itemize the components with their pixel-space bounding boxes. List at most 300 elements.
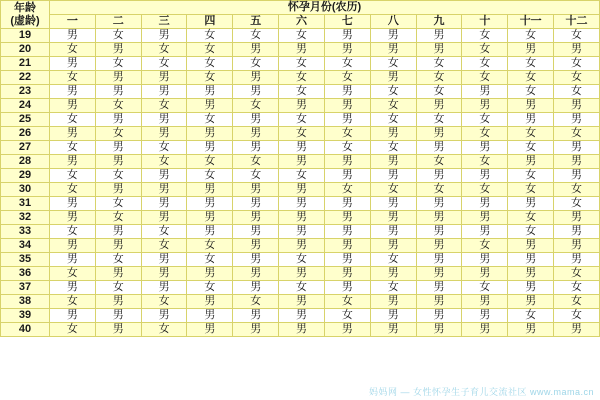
prediction-cell: 男: [233, 323, 279, 337]
prediction-cell: 男: [554, 225, 600, 239]
prediction-cell: 男: [554, 169, 600, 183]
prediction-cell: 女: [416, 155, 462, 169]
age-cell: 27: [1, 141, 50, 155]
prediction-cell: 男: [141, 253, 187, 267]
prediction-cell: 男: [141, 71, 187, 85]
prediction-cell: 男: [508, 323, 554, 337]
prediction-cell: 女: [370, 57, 416, 71]
table-row: [1, 309, 600, 323]
month-header-11: 十一: [508, 15, 554, 29]
prediction-cell: 男: [462, 141, 508, 155]
prediction-cell: 男: [416, 225, 462, 239]
prediction-cell: 男: [279, 323, 325, 337]
prediction-cell: 男: [141, 211, 187, 225]
prediction-cell: 女: [95, 211, 141, 225]
prediction-cell: 女: [141, 57, 187, 71]
prediction-cell: 男: [416, 211, 462, 225]
prediction-cell: 男: [324, 281, 370, 295]
prediction-cell: 男: [416, 239, 462, 253]
prediction-cell: 男: [187, 295, 233, 309]
prediction-cell: 男: [370, 211, 416, 225]
table-row: [1, 225, 600, 239]
month-header-9: 九: [416, 15, 462, 29]
prediction-cell: 男: [95, 141, 141, 155]
prediction-cell: 男: [95, 239, 141, 253]
prediction-cell: 男: [279, 309, 325, 323]
prediction-cell: 男: [279, 141, 325, 155]
prediction-cell: 男: [279, 295, 325, 309]
prediction-cell: 男: [233, 43, 279, 57]
age-cell: 22: [1, 71, 50, 85]
prediction-cell: 女: [416, 71, 462, 85]
prediction-cell: 女: [462, 57, 508, 71]
prediction-cell: 女: [324, 309, 370, 323]
prediction-cell: 男: [233, 309, 279, 323]
prediction-cell: 女: [370, 113, 416, 127]
prediction-cell: 女: [279, 57, 325, 71]
prediction-cell: 女: [279, 71, 325, 85]
prediction-cell: 男: [187, 197, 233, 211]
prediction-cell: 女: [370, 141, 416, 155]
prediction-cell: 男: [50, 211, 96, 225]
prediction-cell: 男: [462, 211, 508, 225]
age-cell: 33: [1, 225, 50, 239]
prediction-cell: 女: [554, 57, 600, 71]
prediction-cell: 男: [187, 267, 233, 281]
prediction-cell: 男: [508, 267, 554, 281]
prediction-cell: 女: [50, 267, 96, 281]
table-row: [1, 85, 600, 99]
prediction-cell: 男: [462, 225, 508, 239]
prediction-cell: 女: [279, 169, 325, 183]
age-cell: 28: [1, 155, 50, 169]
prediction-cell: 女: [508, 169, 554, 183]
page-title: 怀孕月份(农历): [50, 1, 600, 15]
prediction-cell: 男: [279, 155, 325, 169]
prediction-cell: 女: [508, 183, 554, 197]
table-row: [1, 183, 600, 197]
table-row: [1, 211, 600, 225]
prediction-cell: 男: [95, 71, 141, 85]
prediction-cell: 女: [187, 113, 233, 127]
prediction-cell: 男: [50, 155, 96, 169]
prediction-cell: 女: [508, 71, 554, 85]
table-row: [1, 323, 600, 337]
age-cell: 20: [1, 43, 50, 57]
month-header-12: 十二: [554, 15, 600, 29]
month-header-7: 七: [324, 15, 370, 29]
prediction-cell: 男: [462, 85, 508, 99]
prediction-cell: 男: [508, 155, 554, 169]
table-row: [1, 169, 600, 183]
prediction-cell: 女: [50, 141, 96, 155]
table-row: [1, 43, 600, 57]
prediction-cell: 女: [187, 29, 233, 43]
prediction-cell: 男: [187, 127, 233, 141]
prediction-cell: 男: [233, 253, 279, 267]
prediction-cell: 男: [233, 197, 279, 211]
prediction-cell: 男: [95, 309, 141, 323]
age-cell: 23: [1, 85, 50, 99]
prediction-cell: 男: [416, 267, 462, 281]
table-row: [1, 127, 600, 141]
prediction-cell: 女: [50, 225, 96, 239]
prediction-cell: 女: [141, 295, 187, 309]
prediction-cell: 女: [141, 225, 187, 239]
prediction-cell: 女: [324, 57, 370, 71]
prediction-cell: 女: [508, 29, 554, 43]
age-cell: 26: [1, 127, 50, 141]
prediction-cell: 女: [95, 253, 141, 267]
prediction-cell: 男: [324, 239, 370, 253]
prediction-cell: 男: [554, 211, 600, 225]
prediction-cell: 男: [554, 253, 600, 267]
prediction-cell: 男: [141, 85, 187, 99]
prediction-cell: 女: [462, 43, 508, 57]
prediction-cell: 男: [370, 323, 416, 337]
prediction-cell: 女: [141, 155, 187, 169]
prediction-cell: 女: [279, 253, 325, 267]
prediction-cell: 女: [279, 29, 325, 43]
prediction-cell: 男: [233, 141, 279, 155]
prediction-cell: 男: [462, 99, 508, 113]
prediction-cell: 男: [324, 155, 370, 169]
prediction-cell: 男: [416, 295, 462, 309]
month-header-4: 四: [187, 15, 233, 29]
age-cell: 38: [1, 295, 50, 309]
prediction-cell: 男: [508, 99, 554, 113]
prediction-cell: 女: [508, 309, 554, 323]
prediction-cell: 男: [279, 99, 325, 113]
prediction-cell: 女: [462, 127, 508, 141]
prediction-cell: 男: [370, 267, 416, 281]
prediction-cell: 男: [324, 29, 370, 43]
age-cell: 24: [1, 99, 50, 113]
prediction-cell: 男: [50, 239, 96, 253]
age-cell: 19: [1, 29, 50, 43]
prediction-cell: 男: [279, 211, 325, 225]
prediction-cell: 女: [95, 99, 141, 113]
prediction-cell: 男: [462, 323, 508, 337]
prediction-cell: 男: [554, 323, 600, 337]
prediction-cell: 男: [95, 183, 141, 197]
prediction-cell: 女: [187, 57, 233, 71]
prediction-cell: 男: [324, 253, 370, 267]
prediction-cell: 女: [508, 127, 554, 141]
prediction-cell: 女: [187, 43, 233, 57]
prediction-cell: 男: [233, 267, 279, 281]
prediction-cell: 男: [50, 99, 96, 113]
prediction-cell: 男: [279, 225, 325, 239]
table-row: [1, 57, 600, 71]
prediction-cell: 女: [279, 85, 325, 99]
prediction-cell: 男: [462, 267, 508, 281]
age-header-line1: 年龄: [14, 1, 36, 14]
prediction-cell: 男: [233, 211, 279, 225]
prediction-cell: 女: [508, 211, 554, 225]
prediction-cell: 男: [370, 43, 416, 57]
prediction-cell: 女: [279, 113, 325, 127]
age-cell: 37: [1, 281, 50, 295]
prediction-cell: 男: [279, 43, 325, 57]
prediction-cell: 男: [324, 225, 370, 239]
prediction-cell: 男: [187, 225, 233, 239]
prediction-cell: 女: [233, 99, 279, 113]
month-header-10: 十: [462, 15, 508, 29]
prediction-cell: 女: [370, 99, 416, 113]
prediction-cell: 女: [233, 29, 279, 43]
prediction-cell: 男: [233, 71, 279, 85]
prediction-cell: 女: [416, 113, 462, 127]
age-cell: 29: [1, 169, 50, 183]
prediction-cell: 男: [50, 197, 96, 211]
prediction-cell: 女: [554, 309, 600, 323]
prediction-cell: 男: [141, 197, 187, 211]
prediction-cell: 男: [187, 99, 233, 113]
prediction-cell: 男: [187, 323, 233, 337]
prediction-cell: 男: [50, 253, 96, 267]
prediction-cell: 男: [141, 29, 187, 43]
prediction-cell: 女: [141, 323, 187, 337]
prediction-cell: 男: [416, 309, 462, 323]
prediction-cell: 女: [508, 85, 554, 99]
prediction-cell: 男: [95, 113, 141, 127]
prediction-cell: 男: [508, 197, 554, 211]
prediction-cell: 男: [416, 43, 462, 57]
table-row: [1, 113, 600, 127]
prediction-cell: 男: [462, 309, 508, 323]
month-header-6: 六: [279, 15, 325, 29]
prediction-cell: 女: [187, 281, 233, 295]
prediction-cell: 女: [462, 183, 508, 197]
prediction-cell: 男: [95, 267, 141, 281]
prediction-cell: 女: [508, 225, 554, 239]
prediction-cell: 女: [324, 141, 370, 155]
table-row: [1, 295, 600, 309]
prediction-cell: 男: [462, 169, 508, 183]
prediction-cell: 男: [141, 127, 187, 141]
prediction-cell: 女: [462, 29, 508, 43]
prediction-cell: 女: [370, 281, 416, 295]
prediction-cell: 男: [416, 127, 462, 141]
prediction-cell: 女: [50, 169, 96, 183]
prediction-cell: 男: [95, 323, 141, 337]
age-cell: 32: [1, 211, 50, 225]
prediction-cell: 男: [370, 71, 416, 85]
prediction-cell: 男: [370, 225, 416, 239]
prediction-cell: 男: [462, 197, 508, 211]
prediction-cell: 男: [508, 239, 554, 253]
prediction-cell: 女: [279, 127, 325, 141]
prediction-cell: 女: [50, 323, 96, 337]
prediction-cell: 女: [95, 57, 141, 71]
prediction-cell: 女: [324, 183, 370, 197]
table-row: [1, 141, 600, 155]
prediction-cell: 男: [324, 169, 370, 183]
prediction-cell: 女: [554, 85, 600, 99]
age-cell: 34: [1, 239, 50, 253]
prediction-cell: 男: [554, 43, 600, 57]
prediction-cell: 女: [554, 281, 600, 295]
prediction-cell: 女: [370, 85, 416, 99]
prediction-cell: 男: [324, 267, 370, 281]
prediction-cell: 男: [554, 239, 600, 253]
prediction-cell: 女: [50, 295, 96, 309]
prediction-cell: 男: [324, 99, 370, 113]
prediction-cell: 女: [95, 197, 141, 211]
prediction-cell: 女: [416, 57, 462, 71]
prediction-cell: 男: [50, 85, 96, 99]
table-body: [1, 29, 600, 337]
prediction-cell: 男: [508, 253, 554, 267]
table-head: [1, 1, 600, 29]
prediction-cell: 男: [416, 99, 462, 113]
table-row: [1, 253, 600, 267]
prediction-cell: 男: [95, 43, 141, 57]
age-cell: 39: [1, 309, 50, 323]
prediction-cell: 男: [187, 141, 233, 155]
prediction-cell: 男: [508, 295, 554, 309]
prediction-cell: 男: [50, 127, 96, 141]
prediction-cell: 男: [508, 113, 554, 127]
prediction-cell: 女: [554, 183, 600, 197]
prediction-cell: 女: [187, 155, 233, 169]
prediction-cell: 男: [370, 29, 416, 43]
prediction-cell: 女: [416, 85, 462, 99]
prediction-cell: 男: [462, 253, 508, 267]
prediction-cell: 男: [324, 113, 370, 127]
prediction-cell: 女: [554, 71, 600, 85]
prediction-cell: 男: [50, 57, 96, 71]
month-header-8: 八: [370, 15, 416, 29]
age-cell: 31: [1, 197, 50, 211]
prediction-cell: 男: [416, 169, 462, 183]
prediction-cell: 女: [554, 197, 600, 211]
prediction-cell: 男: [370, 197, 416, 211]
table-row: [1, 155, 600, 169]
age-cell: 25: [1, 113, 50, 127]
prediction-cell: 女: [95, 29, 141, 43]
prediction-cell: 男: [95, 155, 141, 169]
prediction-cell: 男: [95, 295, 141, 309]
month-header-5: 五: [233, 15, 279, 29]
prediction-cell: 男: [416, 197, 462, 211]
prediction-cell: 女: [462, 71, 508, 85]
prediction-cell: 男: [370, 239, 416, 253]
prediction-cell: 女: [324, 71, 370, 85]
age-cell: 30: [1, 183, 50, 197]
prediction-cell: 男: [508, 43, 554, 57]
prediction-cell: 男: [554, 155, 600, 169]
table-row: [1, 281, 600, 295]
prediction-cell: 女: [141, 43, 187, 57]
prediction-cell: 男: [324, 211, 370, 225]
prediction-cell: 女: [279, 281, 325, 295]
prediction-cell: 男: [141, 183, 187, 197]
prediction-cell: 女: [50, 183, 96, 197]
prediction-cell: 男: [233, 113, 279, 127]
prediction-cell: 男: [141, 267, 187, 281]
prediction-cell: 女: [233, 295, 279, 309]
prediction-cell: 女: [187, 239, 233, 253]
prediction-cell: 女: [233, 169, 279, 183]
prediction-cell: 女: [95, 169, 141, 183]
prediction-cell: 男: [233, 281, 279, 295]
prediction-cell: 男: [50, 281, 96, 295]
prediction-cell: 男: [233, 225, 279, 239]
prediction-cell: 女: [233, 155, 279, 169]
prediction-cell: 男: [554, 113, 600, 127]
prediction-cell: 男: [370, 169, 416, 183]
month-header-row: [1, 15, 600, 29]
table-row: [1, 267, 600, 281]
prediction-cell: 男: [279, 183, 325, 197]
prediction-cell: 女: [141, 99, 187, 113]
month-header-3: 三: [141, 15, 187, 29]
prediction-cell: 男: [324, 85, 370, 99]
table-row: [1, 99, 600, 113]
prediction-cell: 男: [416, 281, 462, 295]
prediction-cell: 男: [187, 211, 233, 225]
table-row: [1, 197, 600, 211]
prediction-cell: 女: [508, 57, 554, 71]
prediction-cell: 男: [508, 281, 554, 295]
prediction-cell: 男: [370, 309, 416, 323]
prediction-cell: 女: [462, 113, 508, 127]
prediction-cell: 女: [554, 267, 600, 281]
prediction-cell: 女: [95, 127, 141, 141]
prediction-cell: 女: [416, 183, 462, 197]
prediction-cell: 女: [554, 127, 600, 141]
prediction-cell: 男: [233, 85, 279, 99]
prediction-cell: 女: [324, 127, 370, 141]
prediction-cell: 男: [187, 183, 233, 197]
prediction-cell: 女: [554, 29, 600, 43]
prediction-cell: 男: [50, 309, 96, 323]
prediction-cell: 男: [141, 281, 187, 295]
prediction-cell: 女: [370, 183, 416, 197]
prediction-cell: 女: [370, 253, 416, 267]
prediction-cell: 女: [554, 295, 600, 309]
table-row: [1, 29, 600, 43]
prediction-cell: 男: [554, 141, 600, 155]
prediction-cell: 男: [279, 267, 325, 281]
prediction-cell: 男: [416, 253, 462, 267]
prediction-cell: 女: [324, 295, 370, 309]
prediction-cell: 男: [324, 197, 370, 211]
prediction-cell: 女: [95, 281, 141, 295]
prediction-cell: 女: [187, 253, 233, 267]
prediction-cell: 女: [508, 141, 554, 155]
prediction-cell: 男: [324, 323, 370, 337]
prediction-cell: 女: [187, 169, 233, 183]
prediction-cell: 男: [141, 309, 187, 323]
prediction-cell: 女: [187, 71, 233, 85]
prediction-cell: 男: [50, 29, 96, 43]
prediction-cell: 女: [50, 71, 96, 85]
prediction-cell: 男: [187, 309, 233, 323]
title-row: [1, 1, 600, 15]
prediction-cell: 男: [141, 113, 187, 127]
age-cell: 21: [1, 57, 50, 71]
prediction-cell: 男: [370, 155, 416, 169]
watermark-text: 妈妈网 — 女性怀孕生子育儿交流社区 www.mama.cn: [368, 387, 594, 397]
prediction-cell: 男: [95, 225, 141, 239]
prediction-cell: 男: [95, 85, 141, 99]
age-header-cell: [1, 1, 50, 29]
prediction-cell: 男: [233, 239, 279, 253]
age-header-line2: (虚龄): [10, 14, 40, 27]
